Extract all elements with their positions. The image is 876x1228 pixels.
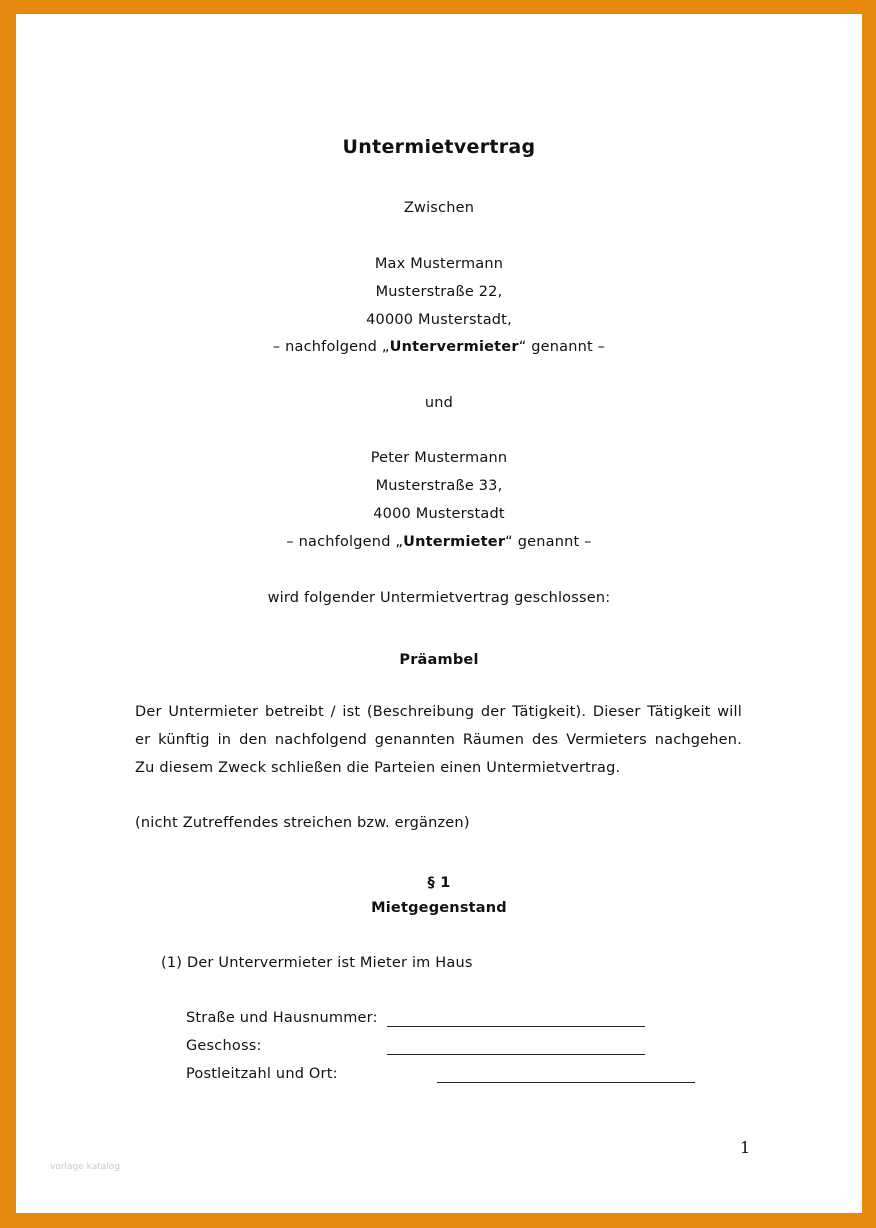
watermark-logo: vorlage katalog <box>50 1162 120 1172</box>
field-label-city: Postleitzahl und Ort: <box>186 1066 338 1082</box>
between-label: Zwischen <box>403 200 475 216</box>
preamble-paragraph <box>135 698 742 782</box>
party2-role: Untermieter <box>403 534 506 550</box>
section1-clause1: (1) Der Untervermieter ist Mieter im Haus <box>161 955 473 971</box>
section1-number: § 1 <box>427 875 451 891</box>
field-line-city <box>437 1082 695 1083</box>
document-page <box>16 14 862 1213</box>
preamble-note: (nicht Zutreffendes streichen bzw. ergänzen) <box>135 815 470 831</box>
preamble-line: Der Untermieter betreibt / ist (Beschreibung der Tätigkeit). Dieser Tätigkeit will <box>135 704 742 720</box>
field-label-floor: Geschoss: <box>186 1038 262 1054</box>
field-line-street <box>387 1026 645 1027</box>
party1-role: Untervermieter <box>389 339 519 355</box>
party1-role-line <box>16 339 862 355</box>
party2-city: 4000 Musterstadt <box>373 506 505 522</box>
concluded-statement: wird folgender Untermietvertrag geschlossen: <box>267 590 611 606</box>
and-label: und <box>424 395 454 411</box>
party2-role-suffix: “ genannt – <box>505 534 592 550</box>
field-label-street: Straße und Hausnummer: <box>186 1010 378 1026</box>
party1-name: Max Mustermann <box>374 256 504 272</box>
party2-name: Peter Mustermann <box>370 450 508 466</box>
preamble-line: Zu diesem Zweck schließen die Parteien einen Untermietvertrag. <box>135 760 621 776</box>
party2-role-prefix: – nachfolgend „ <box>286 534 404 550</box>
party1-role-prefix: – nachfolgend „ <box>272 339 390 355</box>
preamble-heading: Präambel <box>399 652 479 668</box>
preamble-line: er künftig in den nachfolgend genannten Räumen des Vermieters nachgehen. <box>135 732 742 748</box>
party1-street: Musterstraße 22, <box>375 284 503 300</box>
party2-role-line <box>16 534 862 550</box>
section1-heading: Mietgegenstand <box>371 900 507 916</box>
party1-role-suffix: “ genannt – <box>518 339 606 355</box>
document-title: Untermietvertrag <box>342 136 536 158</box>
party2-street: Musterstraße 33, <box>375 478 503 494</box>
page-number: 1 <box>740 1138 751 1157</box>
field-line-floor <box>387 1054 645 1055</box>
party1-city: 40000 Musterstadt, <box>366 312 512 328</box>
